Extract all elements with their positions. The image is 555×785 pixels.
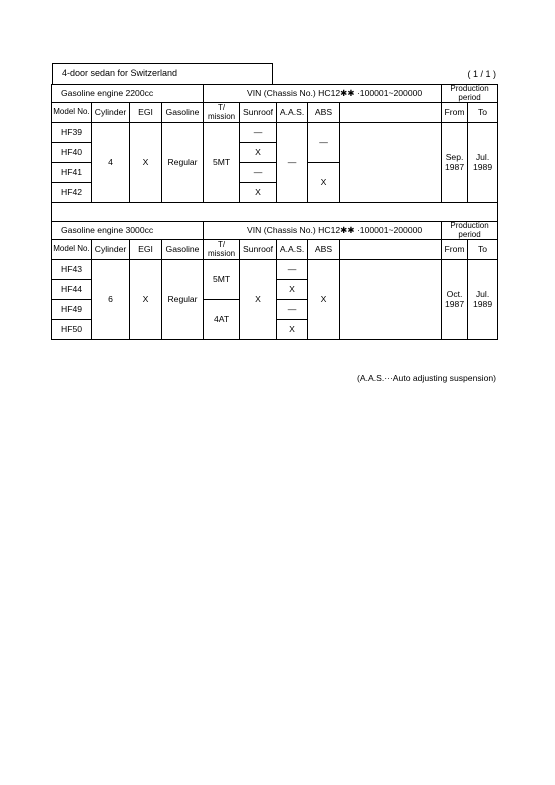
col-tmission: T/ mission (204, 103, 240, 123)
gasoline-value: Regular (162, 123, 204, 203)
cylinder-value: 6 (92, 260, 130, 340)
section-header (52, 222, 498, 240)
egi-value: X (130, 123, 162, 203)
from-value: Sep. 1987 (442, 123, 468, 203)
aas-value: X (277, 280, 308, 300)
col-tmission: T/ mission (204, 240, 240, 260)
vin-range: VIN (Chassis No.) HC12✱✱ ·100001~200000 (204, 85, 442, 103)
aas-value: — (277, 260, 308, 280)
col-egi: EGI (130, 240, 162, 260)
sunroof-value: X (240, 260, 277, 340)
col-from: From (442, 240, 468, 260)
col-aas: A.A.S. (277, 240, 308, 260)
model-no: HF41 (52, 163, 92, 183)
col-from: From (442, 103, 468, 123)
col-sunroof: Sunroof (240, 103, 277, 123)
col-cylinder: Cylinder (92, 103, 130, 123)
model-no: HF49 (52, 300, 92, 320)
page-number: ( 1 / 1 ) (467, 69, 496, 79)
col-to: To (468, 103, 498, 123)
aas-value: — (277, 123, 308, 203)
model-no: HF44 (52, 280, 92, 300)
sunroof-value: — (240, 123, 277, 143)
col-blank (340, 240, 442, 260)
col-gasoline: Gasoline (162, 240, 204, 260)
section-divider (52, 203, 498, 222)
col-egi: EGI (130, 103, 162, 123)
sunroof-value: X (240, 143, 277, 163)
cylinder-value: 4 (92, 123, 130, 203)
aas-value: — (277, 300, 308, 320)
tmission-value: 5MT (204, 260, 240, 300)
table-row (52, 123, 498, 143)
model-no: HF39 (52, 123, 92, 143)
sunroof-value: X (240, 183, 277, 203)
col-abs: ABS (308, 240, 340, 260)
blank-cell (340, 123, 442, 203)
model-no: HF43 (52, 260, 92, 280)
from-value: Oct. 1987 (442, 260, 468, 340)
model-no: HF50 (52, 320, 92, 340)
table-row (52, 260, 498, 280)
production-period-header: Production period (442, 222, 498, 240)
col-aas: A.A.S. (277, 103, 308, 123)
model-no: HF42 (52, 183, 92, 203)
aas-value: X (277, 320, 308, 340)
col-abs: ABS (308, 103, 340, 123)
vin-range: VIN (Chassis No.) HC12✱✱ ·100001~200000 (204, 222, 442, 240)
blank-cell (340, 260, 442, 340)
to-value: Jul. 1989 (468, 260, 498, 340)
spec-table (51, 84, 498, 340)
col-blank (340, 103, 442, 123)
col-model: Model No. (52, 240, 92, 260)
document-title: 4-door sedan for Switzerland (52, 63, 273, 84)
section-header (52, 85, 498, 103)
abs-value: X (308, 260, 340, 340)
sunroof-value: — (240, 163, 277, 183)
gasoline-value: Regular (162, 260, 204, 340)
col-model: Model No. (52, 103, 92, 123)
model-no: HF40 (52, 143, 92, 163)
tmission-value: 4AT (204, 300, 240, 340)
column-header-row (52, 240, 498, 260)
col-sunroof: Sunroof (240, 240, 277, 260)
to-value: Jul. 1989 (468, 123, 498, 203)
engine-label: Gasoline engine 3000cc (52, 222, 204, 240)
footnote: (A.A.S.···Auto adjusting suspension) (357, 373, 496, 383)
engine-label: Gasoline engine 2200cc (52, 85, 204, 103)
column-header-row (52, 103, 498, 123)
abs-value: — (308, 123, 340, 163)
col-to: To (468, 240, 498, 260)
egi-value: X (130, 260, 162, 340)
col-gasoline: Gasoline (162, 103, 204, 123)
tmission-value: 5MT (204, 123, 240, 203)
abs-value: X (308, 163, 340, 203)
production-period-header: Production period (442, 85, 498, 103)
col-cylinder: Cylinder (92, 240, 130, 260)
